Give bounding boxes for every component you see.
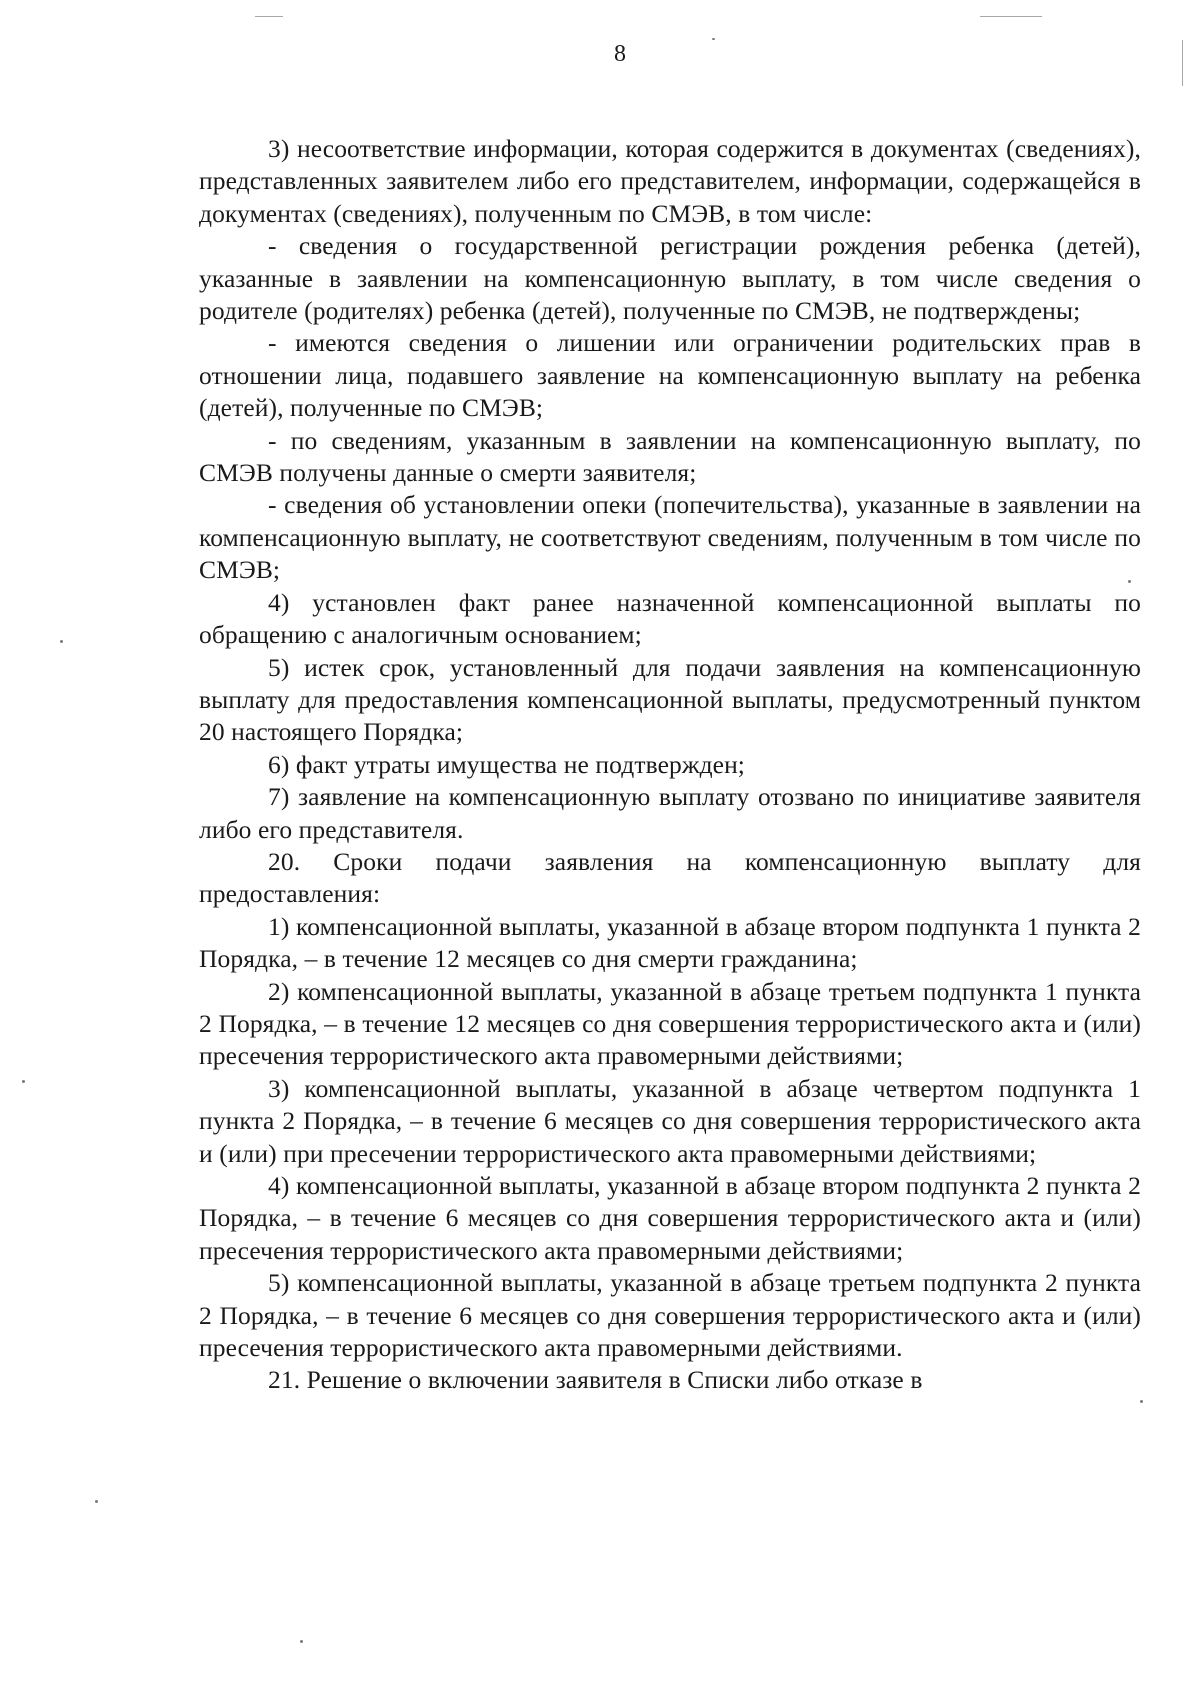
paragraph: 4) компенсационной выплаты, указанной в абзаце втором подпункта 2 пункта 2 Порядка, – в течение 6 месяцев со дня совершения террористического акта и (или) пресечения террористического акта правомерными действиями; — [199, 1171, 1141, 1265]
paragraph: - сведения о государственной регистрации рождения ребенка (детей), указанные в заявлении на компенсационную выплату, в том числе сведения о родителе (родителях) ребенка (детей), полученные по СМЭВ, не подтверждены; — [199, 231, 1141, 326]
paragraph: 21. Решение о включении заявителя в Списки либо отказе в — [268, 1365, 923, 1395]
scan-speck — [300, 1640, 303, 1643]
paragraph: 6) факт утраты имущества не подтвержден; — [268, 749, 745, 779]
paragraph: 2) компенсационной выплаты, указанной в абзаце третьем подпункта 1 пункта 2 Порядка, – в течение 12 месяцев со дня совершения террористического акта и (или) пресечения террористического акта правомерными действиями; — [199, 976, 1141, 1071]
paragraph: - имеются сведения о лишении или ограничении родительских прав в отношении лица, подавшего заявление на компенсационную выплату на ребенка (детей), полученные по СМЭВ; — [199, 328, 1141, 423]
paragraph: 3) несоответствие информации, которая содержится в документах (сведениях), представленных заявителем либо его представителем, информации, содержащейся в документах (сведениях), полученным по СМЭВ, в том числе: — [199, 134, 1141, 228]
paragraph: 20. Сроки подачи заявления на компенсационную выплату для предоставления: — [199, 846, 1141, 909]
scan-artifact-top-right — [980, 16, 1042, 17]
paragraph: - по сведениям, указанным в заявлении на компенсационную выплату, по СМЭВ получены данные о смерти заявителя; — [199, 425, 1141, 488]
paragraph: 7) заявление на компенсационную выплату отозвано по инициативе заявителя либо его представителя. — [199, 782, 1141, 844]
scan-speck — [60, 640, 63, 643]
scan-speck — [1140, 1400, 1143, 1403]
scan-speck — [95, 1500, 98, 1503]
scan-speck — [22, 1080, 25, 1083]
paragraph: 3) компенсационной выплаты, указанной в абзаце четвертом подпункта 1 пункта 2 Порядка, – в течение 6 месяцев со дня совершения террористического акта и (или) при пресечении террористического акта правомерными действиями; — [199, 1073, 1141, 1168]
paragraph: 5) компенсационной выплаты, указанной в абзаце третьем подпункта 2 пункта 2 Порядка, – в течение 6 месяцев со дня совершения террористического акта и (или) пресечения террористического акта правомерными действиями. — [199, 1268, 1141, 1363]
paragraph: 1) компенсационной выплаты, указанной в абзаце втором подпункта 1 пункта 2 Порядка, – в течение 12 месяцев со дня смерти гражданина; — [199, 911, 1141, 974]
document-body — [199, 133, 1141, 1397]
paragraph: 4) установлен факт ранее назначенной компенсационной выплаты по обращению с аналогичным основанием; — [199, 587, 1141, 650]
paragraph: 5) истек срок, установленный для подачи заявления на компенсационную выплату для предоставления компенсационной выплаты, предусмотренный пунктом 20 настоящего Порядка; — [199, 652, 1141, 747]
scan-artifact-top-left — [255, 16, 283, 17]
paragraph: - сведения об установлении опеки (попечительства), указанные в заявлении на компенсационную выплату, не соответствуют сведениям, полученным в том числе по СМЭВ; — [199, 490, 1141, 585]
page-number: 8 — [614, 41, 626, 67]
